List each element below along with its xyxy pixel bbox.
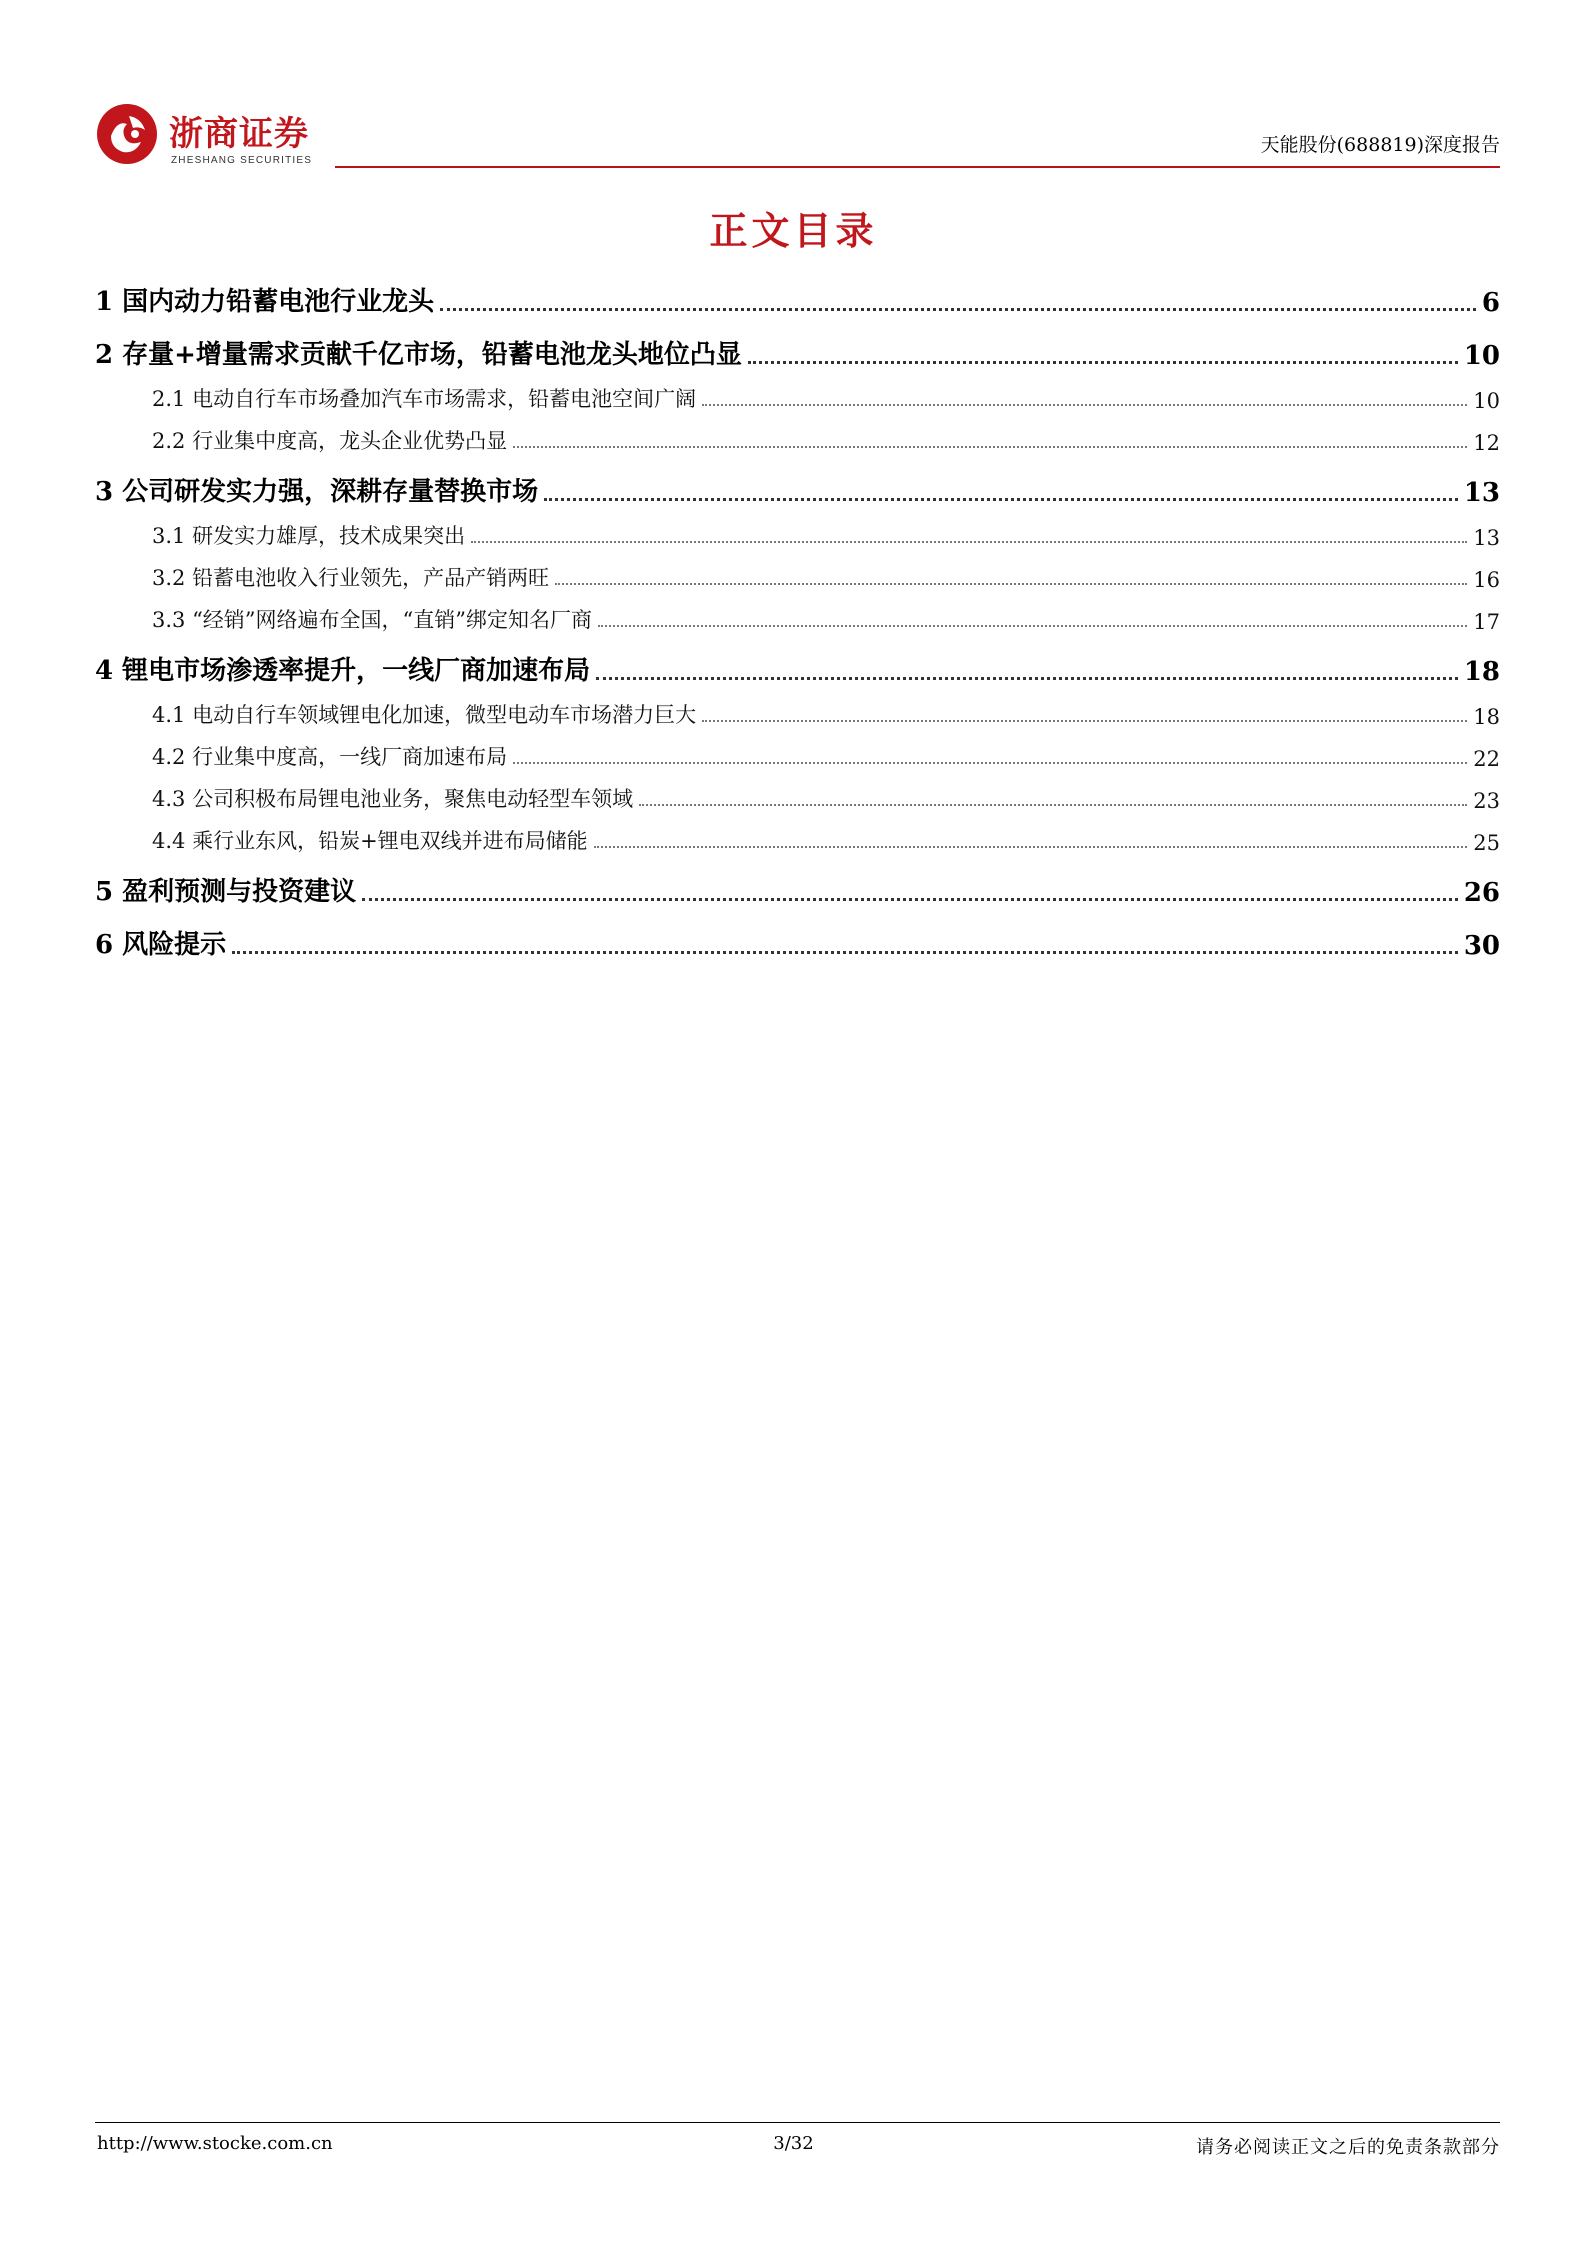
toc-entry-page: 25: [1473, 831, 1500, 855]
toc-entry-label: 4.3 公司积极布局锂电池业务，聚焦电动轻型车领域: [152, 787, 634, 811]
toc-entry-page: 17: [1473, 610, 1500, 634]
toc-subentry[interactable]: [95, 550, 1500, 592]
toc-entry-label: 6 风险提示: [95, 930, 227, 960]
dot-leader: [471, 541, 1467, 543]
toc-entry[interactable]: [95, 318, 1500, 371]
toc-entry-label: 2.1 电动自行车市场叠加汽车市场需求，铅蓄电池空间广阔: [152, 387, 697, 411]
dot-leader: [639, 804, 1467, 806]
toc-entry-label: 2.2 行业集中度高，龙头企业优势凸显: [152, 429, 508, 453]
footer-website-link[interactable]: http://www.stocke.com.cn: [97, 2133, 333, 2154]
toc-subentry[interactable]: [95, 413, 1500, 455]
dot-leader: [748, 361, 1458, 364]
company-logo: [95, 100, 355, 172]
dot-leader: [594, 846, 1468, 848]
page-number: 3/32: [773, 2133, 814, 2154]
page-header: [95, 100, 1500, 172]
logo-emblem-icon: [95, 102, 159, 166]
toc-subentry[interactable]: [95, 508, 1500, 550]
toc-entry[interactable]: [95, 634, 1500, 687]
dot-leader: [232, 951, 1458, 954]
toc-entry-page: 13: [1473, 526, 1500, 550]
toc-entry-page: 12: [1473, 431, 1500, 455]
toc-entry-page: 10: [1473, 389, 1500, 413]
toc-entry-label: 4.2 行业集中度高，一线厂商加速布局: [152, 745, 508, 769]
toc-entry[interactable]: [95, 265, 1500, 318]
toc-title: 正文目录: [709, 209, 878, 253]
dot-leader: [555, 583, 1467, 585]
toc-subentry[interactable]: [95, 687, 1500, 729]
toc-entry-page: 16: [1473, 568, 1500, 592]
toc-entry-label: 3 公司研发实力强，深耕存量替换市场: [95, 477, 539, 507]
footer-divider: [95, 2122, 1500, 2123]
toc-subentry[interactable]: [95, 592, 1500, 634]
toc-entry[interactable]: [95, 455, 1500, 508]
dot-leader: [598, 625, 1467, 627]
toc-entry-page: 26: [1463, 878, 1500, 908]
toc-entry-page: 6: [1481, 288, 1500, 318]
dot-leader: [362, 898, 1458, 901]
toc-entry-label: 3.3 “经销”网络遍布全国，“直销”绑定知名厂商: [152, 608, 593, 632]
toc-entry-label: 1 国内动力铅蓄电池行业龙头: [95, 287, 435, 317]
toc-entry-page: 18: [1463, 657, 1500, 687]
toc-entry-label: 4.4 乘行业东风，铅炭+锂电双线并进布局储能: [152, 829, 588, 853]
toc-entry-label: 4.1 电动自行车领域锂电化加速，微型电动车市场潜力巨大: [152, 703, 697, 727]
toc-entry-label: 3.2 铅蓄电池收入行业领先，产品产销两旺: [152, 566, 550, 590]
toc-subentry[interactable]: [95, 771, 1500, 813]
dot-leader: [544, 498, 1458, 501]
dot-leader: [513, 446, 1467, 448]
dot-leader: [702, 404, 1467, 406]
toc-entry[interactable]: [95, 908, 1500, 961]
logo-text-cn: 浙商证券: [169, 114, 309, 154]
toc-entry-label: 5 盈利预测与投资建议: [95, 877, 357, 907]
toc-entry-page: 23: [1473, 789, 1500, 813]
report-title: 天能股份(688819)深度报告: [1260, 134, 1500, 156]
toc-entry-page: 30: [1463, 931, 1500, 961]
dot-leader: [513, 762, 1467, 764]
toc-entry-label: 2 存量+增量需求贡献千亿市场，铅蓄电池龙头地位凸显: [95, 340, 742, 370]
toc-subentry[interactable]: [95, 371, 1500, 413]
dot-leader: [596, 677, 1458, 680]
toc-entry[interactable]: [95, 855, 1500, 908]
header-divider: [335, 166, 1500, 168]
toc-subentry[interactable]: [95, 729, 1500, 771]
table-of-contents: [95, 265, 1500, 961]
logo-text-en: ZHESHANG SECURITIES: [171, 155, 313, 166]
dot-leader: [440, 308, 1476, 311]
toc-entry-page: 18: [1473, 705, 1500, 729]
dot-leader: [702, 720, 1467, 722]
toc-entry-page: 22: [1473, 747, 1500, 771]
toc-entry-page: 13: [1463, 478, 1500, 508]
toc-entry-label: 4 锂电市场渗透率提升，一线厂商加速布局: [95, 656, 591, 686]
disclaimer-note: 请务必阅读正文之后的免责条款部分: [1196, 2137, 1500, 2158]
toc-entry-label: 3.1 研发实力雄厚，技术成果突出: [152, 524, 466, 548]
toc-entry-page: 10: [1463, 341, 1500, 371]
toc-subentry[interactable]: [95, 813, 1500, 855]
